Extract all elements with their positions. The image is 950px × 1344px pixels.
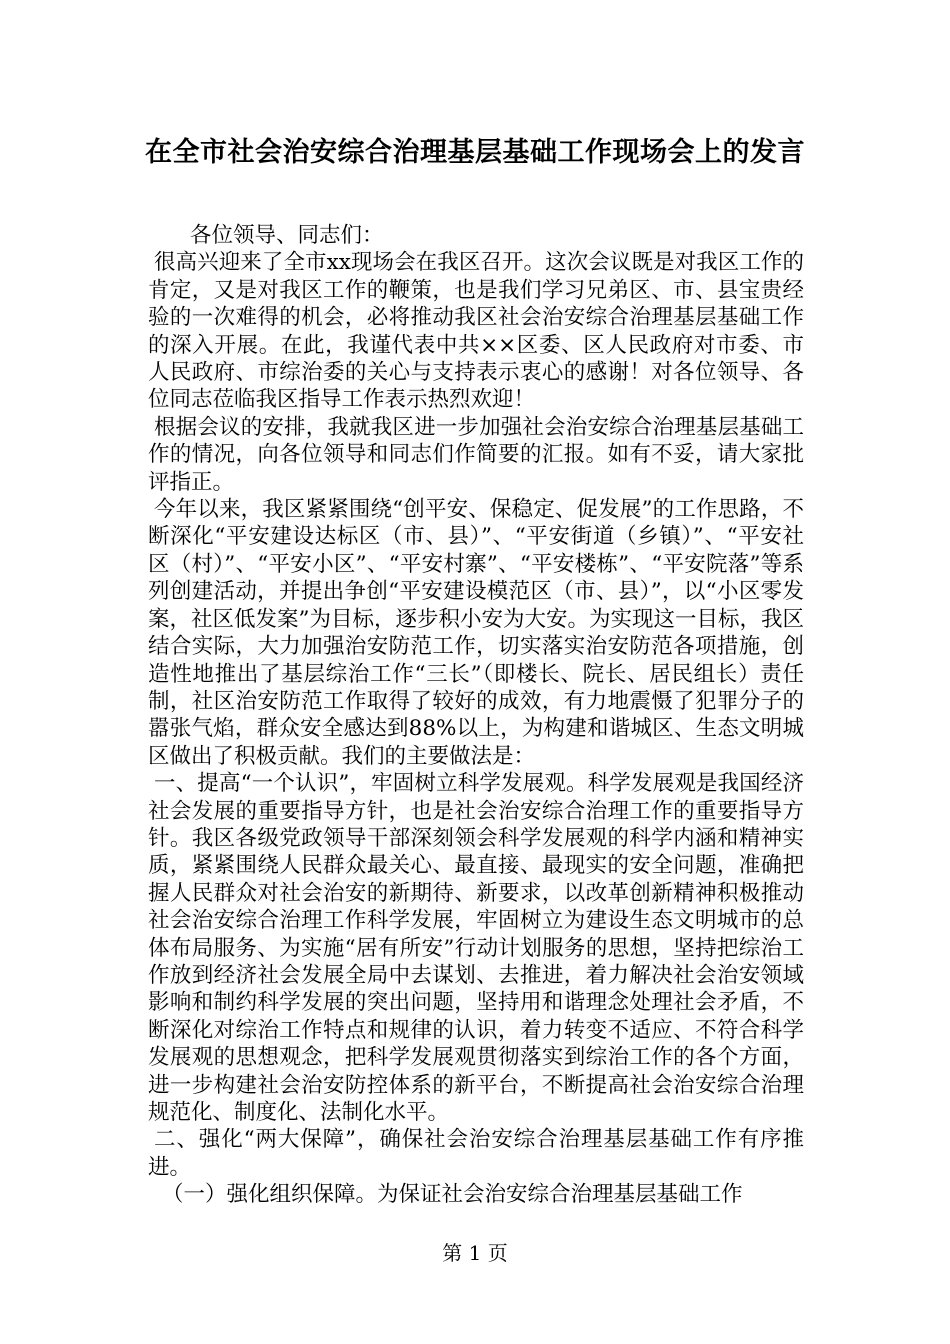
document-body: [148, 222, 804, 1209]
paragraph-section-two: 二、强化“两大保障”，确保社会治安综合治理基层基础工作有序推进。: [148, 1127, 804, 1180]
salutation: 各位领导、同志们：: [190, 223, 384, 248]
paragraph-overview: 今年以来，我区紧紧围绕“创平安、保稳定、促发展”的工作思路，不断深化“平安建设达标区（市、县）”、“平安街道（乡镇）”、“平安社区（村）”、“平安小区”、“平安村寨”、“平安楼栋”、“平安院落”等系列创建活动，并提出争创“平安建设模范区（市、县）”，以“小区零发案，社区低发案”为目标，逐步积小安为大安。为实现这一目标，我区结合实际，大力加强治安防范工作，切实落实治安防范各项措施，创造性地推出了基层综治工作“三长”（即楼长、院长、居民组长）责任制，社区治安防范工作取得了较好的成效，有力地震慑了犯罪分子的嚣张气焰，群众安全感达到88%以上，为构建和谐城区、生态文明城区做出了积极贡献。我们的主要做法是：: [148, 497, 804, 769]
paragraph-report-intro: 根据会议的安排，我就我区进一步加强社会治安综合治理基层基础工作的情况，向各位领导和同志们作简要的汇报。如有不妥，请大家批评指正。: [148, 414, 804, 495]
page-number: 第 1 页: [442, 1241, 508, 1265]
document-title: 在全市社会治安综合治理基层基础工作现场会上的发言: [145, 137, 805, 168]
paragraph-opening: 很高兴迎来了全市xx现场会在我区召开。这次会议既是对我区工作的肯定，又是对我区工作的鞭策，也是我们学习兄弟区、市、县宝贵经验的一次难得的机会，必将推动我区社会治安综合治理基层基础工作的深入开展。在此，我谨代表中共××区委、区人民政府对市委、市人民政府、市综治委的关心与支持表示衷心的感谢！对各位领导、各位同志莅临我区指导工作表示热烈欢迎！: [148, 250, 804, 413]
paragraph-section-one: 一、提高“一个认识”，牢固树立科学发展观。科学发展观是我国经济社会发展的重要指导方针，也是社会治安综合治理工作的重要指导方针。我区各级党政领导干部深刻领会科学发展观的科学内涵和精神实质，紧紧围绕人民群众最关心、最直接、最现实的安全问题，准确把握人民群众对社会治安的新期待、新要求，以改革创新精神积极推动社会治安综合治理工作科学发展，牢固树立为建设生态文明城市的总体布局服务、为实施“居有所安”行动计划服务的思想，坚持把综治工作放到经济社会发展全局中去谋划、去推进，着力解决社会治安领域影响和制约科学发展的突出问题，坚持用和谐理念处理社会矛盾，不断深化对综治工作特点和规律的认识，着力转变不适应、不符合科学发展观的思想观念，把科学发展观贯彻落实到综治工作的各个方面，进一步构建社会治安防控体系的新平台，不断提高社会治安综合治理规范化、制度化、法制化水平。: [148, 771, 804, 1125]
paragraph-subsection-one: （一）强化组织保障。为保证社会治安综合治理基层基础工作: [162, 1182, 743, 1208]
